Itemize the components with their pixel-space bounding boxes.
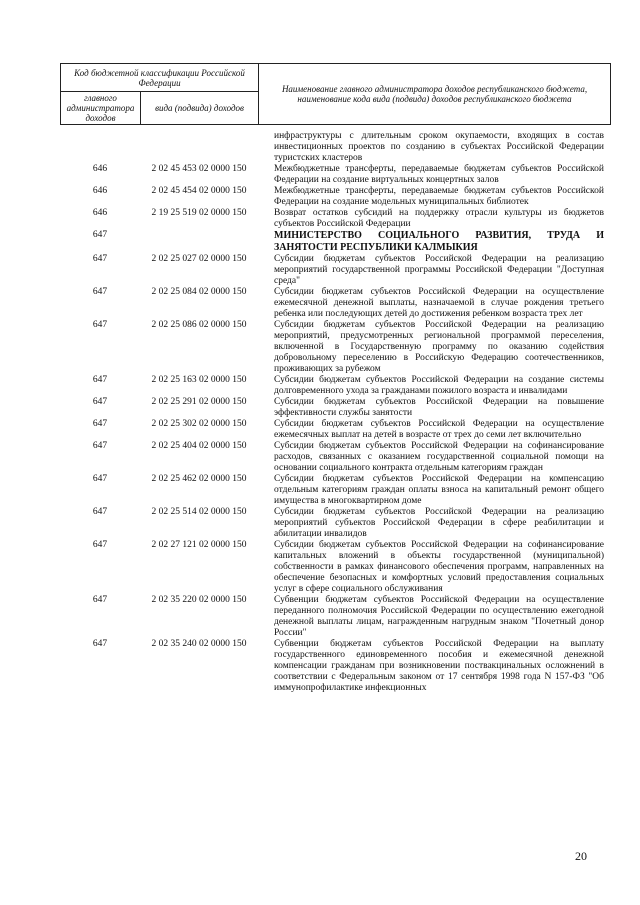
table-row [60,131,610,164]
income-code-cell: 2 02 25 163 02 0000 150 [151,375,247,385]
income-name-cell: Субсидии бюджетам субъектов Российской Федерации на софинансирование капитальных вложений в объекты государственной (муниципальной) собственности в рамках финансового обеспечения программ, направленных на обеспечение безопасных и комфортных условий предоставления социальных услуг в сфере социального обслуживания [274,540,604,594]
income-name-cell: Субсидии бюджетам субъектов Российской Федерации на осуществление ежемесячных выплат на детей в возрасте от трех до семи лет включительно [274,419,604,440]
income-code-cell: 2 19 25 519 02 0000 150 [151,208,247,218]
income-code-cell: 2 02 25 084 02 0000 150 [151,287,247,297]
admin-code-cell: 647 [92,540,108,550]
admin-code-cell: 647 [92,397,108,407]
table-row [60,186,610,208]
table-row [60,397,610,419]
income-code-cell: 2 02 35 220 02 0000 150 [151,595,247,605]
income-code-cell: 2 02 25 291 02 0000 150 [151,397,247,407]
income-name-cell: Субсидии бюджетам субъектов Российской Федерации на реализацию мероприятий, предусмотренных региональной программой переселения, включенной в Государственную программу по оказанию содействия добровольному переселению в Российскую Федерацию соотечественников, проживающих за рубежом [274,320,604,374]
table-row [60,254,610,287]
table-row [60,419,610,441]
admin-code-cell: 647 [92,507,108,517]
admin-code-cell: 647 [92,287,108,297]
income-code-cell: 2 02 25 462 02 0000 150 [151,474,247,484]
admin-code-cell: 646 [92,186,108,196]
income-name-cell: Субсидии бюджетам субъектов Российской Федерации на компенсацию отдельным категориям граждан оплаты взноса на капитальный ремонт общего имущества в многоквартирном доме [274,474,604,506]
admin-code-cell: 647 [92,595,108,605]
ministry-name-cell: МИНИСТЕРСТВО СОЦИАЛЬНОГО РАЗВИТИЯ, ТРУДА И ЗАНЯТОСТИ РЕСПУБЛИКИ КАЛМЫКИЯ [274,230,604,253]
income-code-cell: 2 02 25 302 02 0000 150 [151,419,247,429]
income-name-cell: Субвенции бюджетам субъектов Российской Федерации на осуществление переданного полномочия Российской Федерации по осуществлению ежегодной денежной выплаты лицам, награжденным нагрудным знаком "Почетный донор России" [274,595,604,638]
header-name-column: Наименование главного администратора доходов республиканского бюджета, наименование кода вида (подвида) доходов республиканского бюджета [259,64,611,125]
table-row [60,164,610,186]
budget-table-header [60,63,611,125]
table-row [60,639,610,694]
table-row [60,540,610,595]
income-name-cell: Межбюджетные трансферты, передаваемые бюджетам субъектов Российской Федерации на создание модельных муниципальных библиотек [274,186,604,207]
income-code-cell: 2 02 45 454 02 0000 150 [151,186,247,196]
admin-code-cell: 647 [92,254,108,264]
income-name-cell: Субсидии бюджетам субъектов Российской Федерации на создание системы долговременного ухода за гражданами пожилого возраста и инвалидами [274,375,604,396]
admin-code-cell: 647 [92,441,108,451]
income-code-cell: 2 02 25 404 02 0000 150 [151,441,247,451]
table-row [60,507,610,540]
income-code-cell: 2 02 45 453 02 0000 150 [151,164,247,174]
income-name-cell: Межбюджетные трансферты, передаваемые бюджетам субъектов Российской Федерации на создание виртуальных концертных залов [274,164,604,185]
admin-code-cell: 647 [92,639,108,649]
table-row [60,595,610,639]
income-code-cell: 2 02 25 086 02 0000 150 [151,320,247,330]
income-code-cell: 2 02 35 240 02 0000 150 [151,639,247,649]
admin-code-cell: 646 [92,208,108,218]
page-number: 20 [575,849,587,863]
table-row [60,441,610,474]
table-row [60,474,610,507]
header-kind-column: вида (подвида) доходов [141,92,259,125]
admin-code-cell: 647 [92,375,108,385]
income-name-cell: Субсидии бюджетам субъектов Российской Федерации на осуществление ежемесячной денежной выплаты, назначаемой в случае рождения третьего ребенка или последующих детей до достижения ребенком возраста трех лет [274,287,604,319]
table-row [60,230,610,254]
income-name-cell: Субсидии бюджетам субъектов Российской Федерации на повышение эффективности службы занятости [274,397,604,418]
admin-code-cell: 647 [92,320,108,330]
table-row [60,375,610,397]
budget-table-body [60,131,610,694]
income-name-cell: Субсидии бюджетам субъектов Российской Федерации на реализацию мероприятий субъектов Российской Федерации в сфере реабилитации и абилитации инвалидов [274,507,604,539]
income-code-cell: 2 02 27 121 02 0000 150 [151,540,247,550]
table-row [60,320,610,375]
admin-code-cell: 646 [92,164,108,174]
income-name-cell: Субвенции бюджетам субъектов Российской Федерации на выплату государственного единовременного пособия и ежемесячной денежной компенсации гражданам при возникновении поствакцинальных осложнений в соответствии с Федеральным законом от 17 сентября 1998 года N 157-ФЗ "Об иммунопрофилактике инфекционных [274,639,604,693]
admin-code-cell: 647 [92,230,108,240]
admin-code-cell: 647 [92,474,108,484]
income-name-cell: Субсидии бюджетам субъектов Российской Федерации на реализацию мероприятий государственной программы Российской Федерации "Доступная среда" [274,254,604,286]
table-row [60,287,610,320]
admin-code-cell: 647 [92,419,108,429]
income-name-cell: Субсидии бюджетам субъектов Российской Федерации на софинансирование расходов, связанных с оказанием государственной социальной помощи на основании социального контракта отдельным категориям граждан [274,441,604,473]
income-name-cell: Возврат остатков субсидий на поддержку отрасли культуры из бюджетов субъектов Российской Федерации [274,208,604,229]
header-budget-code-group: Код бюджетной классификации Российской Федерации [61,64,259,92]
income-name-cell: инфраструктуры с длительным сроком окупаемости, входящих в состав инвестиционных проектов по созданию в субъектах Российской Федерации туристских кластеров [274,131,604,163]
income-code-cell: 2 02 25 027 02 0000 150 [151,254,247,264]
table-row [60,208,610,230]
income-code-cell: 2 02 25 514 02 0000 150 [151,507,247,517]
header-admin-column: главного администратора доходов [61,92,141,125]
